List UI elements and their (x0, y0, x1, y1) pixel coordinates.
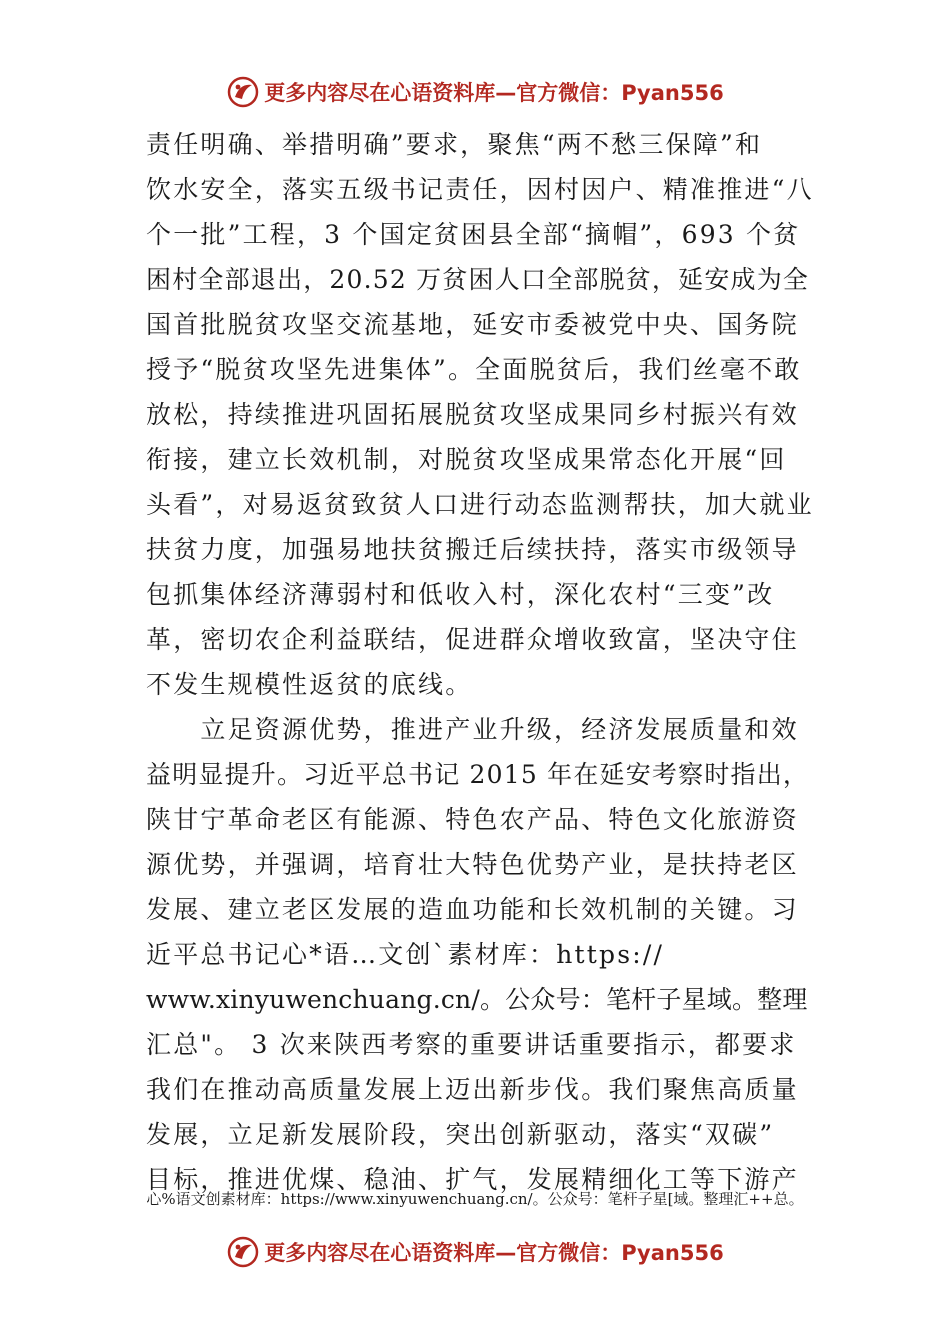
text-line: www.xinyuwenchuang.cn/。公众号：笔杆子星域。整理 (146, 985, 808, 1014)
text-line: 头看”，对易返贫致贫人口进行动态监测帮扶，加大就业 (146, 490, 814, 519)
document-body (146, 122, 814, 1202)
text-line: 近平总书记心*语…文创`素材库：https:// (146, 940, 665, 969)
text-line: 饮水安全，落实五级书记责任，因村因户、精准推进“八 (146, 175, 814, 204)
text-line: 困村全部退出，20.52 万贫困人口全部脱贫，延安成为全 (146, 265, 810, 294)
bottom-banner (0, 1232, 950, 1272)
text-line: 革，密切农企利益联结，促进群众增收致富，坚决守住 (146, 625, 799, 654)
text-line: 立足资源优势，推进产业升级，经济发展质量和效 (146, 715, 799, 744)
banner-text: 更多内容尽在心语资料库—官方微信：Pyan556 (264, 1241, 724, 1265)
text-line: 扶贫力度，加强易地扶贫搬迁后续扶持，落实市级领导 (146, 535, 799, 564)
text-line: 发展，立足新发展阶段，突出创新驱动，落实“双碳” (146, 1120, 775, 1149)
footer-watermark-line: 心%语文创素材库：https://www.xinyuwenchuang.cn/。公众号：笔杆子星[域。整理汇++总。 (146, 1190, 804, 1208)
brand-logo-icon (226, 75, 260, 109)
top-banner (0, 72, 950, 112)
text-line: 授予“脱贫攻坚先进集体”。全面脱贫后，我们丝毫不敢 (146, 355, 802, 384)
text-line: 我们在推动高质量发展上迈出新步伐。我们聚焦高质量 (146, 1075, 799, 1104)
text-line: 个一批”工程，3 个国定贫困县全部“摘帽”，693 个贫 (146, 220, 801, 249)
text-line: 不发生规模性返贫的底线。 (146, 670, 473, 699)
text-line: 包抓集体经济薄弱村和低收入村，深化农村“三变”改 (146, 580, 775, 609)
banner-text: 更多内容尽在心语资料库—官方微信：Pyan556 (264, 81, 724, 105)
text-line: 放松，持续推进巩固拓展脱贫攻坚成果同乡村振兴有效 (146, 400, 799, 429)
text-line: 益明显提升。习近平总书记 2015 年在延安考察时指出， (146, 760, 810, 789)
brand-logo-icon (226, 1235, 260, 1269)
text-line: 责任明确、举措明确”要求，聚焦“两不愁三保障”和 (146, 130, 763, 159)
text-line: 源优势，并强调，培育壮大特色优势产业，是扶持老区 (146, 850, 799, 879)
text-line: 目标，推进优煤、稳油、扩气，发展精细化工等下游产 (146, 1165, 799, 1194)
text-line: 陕甘宁革命老区有能源、特色农产品、特色文化旅游资 (146, 805, 799, 834)
text-line: 发展、建立老区发展的造血功能和长效机制的关键。习 (146, 895, 799, 924)
text-line: 衔接，建立长效机制，对脱贫攻坚成果常态化开展“回 (146, 445, 787, 474)
text-line: 国首批脱贫攻坚交流基地，延安市委被党中央、国务院 (146, 310, 799, 339)
text-line: 汇总"。 3 次来陕西考察的重要讲话重要指示，都要求 (146, 1030, 797, 1059)
